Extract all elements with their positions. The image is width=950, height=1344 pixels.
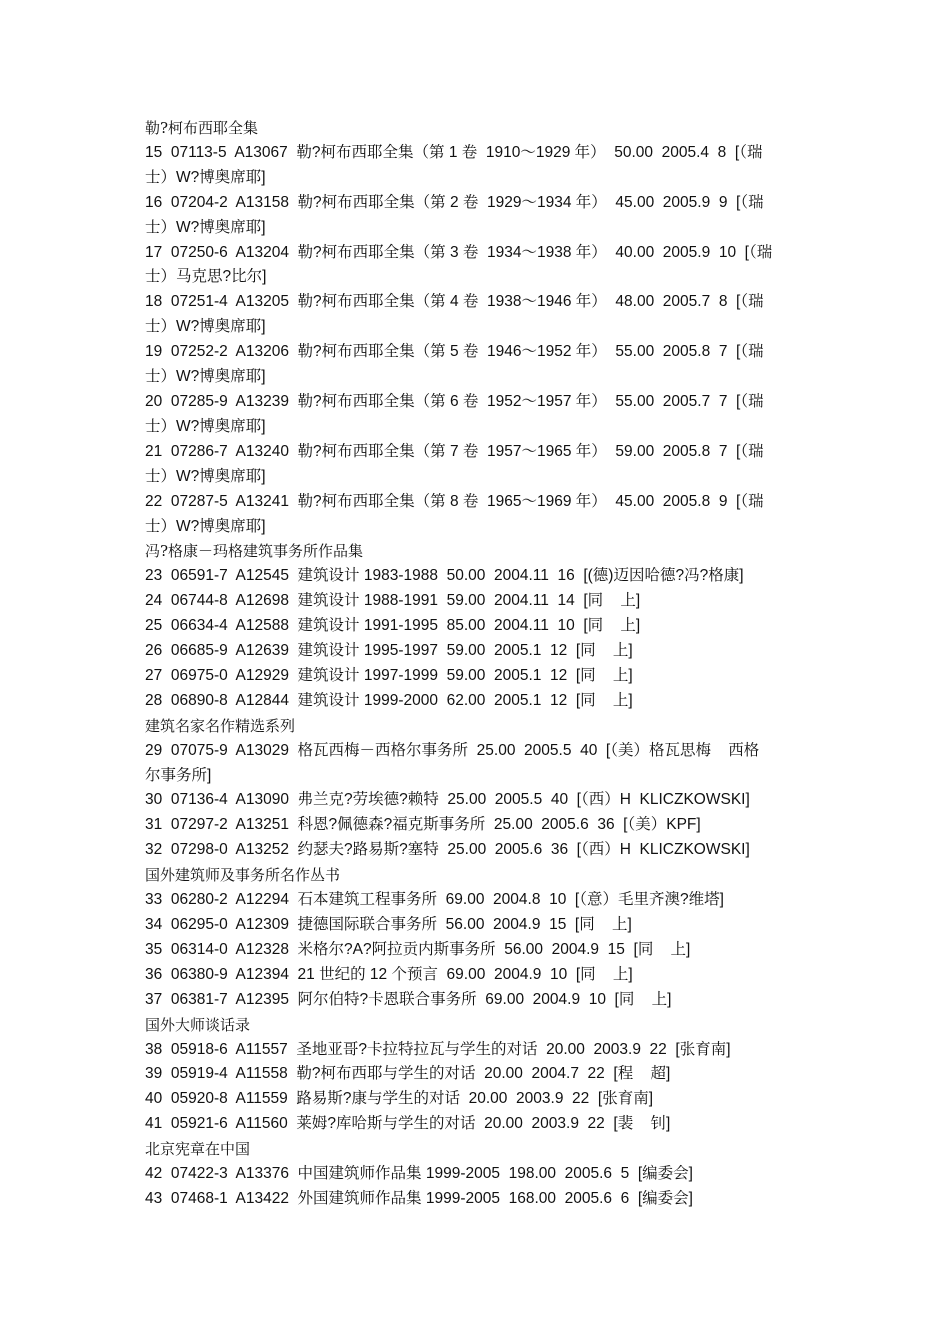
series-heading: 冯?格康－玛格建筑事务所作品集 <box>145 542 364 561</box>
series-heading: 国外建筑师及事务所名作丛书 <box>145 866 341 885</box>
book-entry: 38 05918-6 A11557 圣地亚哥?卡拉特拉瓦与学生的对话 20.00 2003.9 22 [张育南] <box>145 1040 731 1058</box>
book-entry: 20 07285-9 A13239 勒?柯布西耶全集（第 6 卷 1952～1957 年） 55.00 2005.7 7 [（瑞 <box>145 392 764 410</box>
book-entry: 26 06685-9 A12639 建筑设计 1995-1997 59.00 2005.1 12 [同 上] <box>145 642 633 660</box>
book-entry: 22 07287-5 A13241 勒?柯布西耶全集（第 8 卷 1965～1969 年） 45.00 2005.8 9 [（瑞 <box>145 492 764 510</box>
book-entry-continuation: 士）W?博奥席耶] <box>145 168 266 186</box>
book-entry-continuation: 士）W?博奥席耶] <box>145 517 266 535</box>
book-entry: 29 07075-9 A13029 格瓦西梅－西格尔事务所 25.00 2005.5 40 [（美）格瓦思梅 西格 <box>145 741 760 759</box>
book-entry-continuation: 士）W?博奥席耶] <box>145 467 266 485</box>
series-heading: 勒?柯布西耶全集 <box>145 119 259 137</box>
book-entry: 18 07251-4 A13205 勒?柯布西耶全集（第 4 卷 1938～1946 年） 48.00 2005.7 8 [（瑞 <box>145 293 764 311</box>
series-heading: 国外大师谈话录 <box>145 1015 251 1034</box>
book-entry: 24 06744-8 A12698 建筑设计 1988-1991 59.00 2004.11 14 [同 上] <box>145 592 641 610</box>
book-entry: 27 06975-0 A12929 建筑设计 1997-1999 59.00 2005.1 12 [同 上] <box>145 666 633 684</box>
book-entry: 28 06890-8 A12844 建筑设计 1999-2000 62.00 2005.1 12 [同 上] <box>145 691 633 709</box>
book-entry: 19 07252-2 A13206 勒?柯布西耶全集（第 5 卷 1946～1952 年） 55.00 2005.8 7 [（瑞 <box>145 343 764 361</box>
book-entry: 15 07113-5 A13067 勒?柯布西耶全集（第 1 卷 1910～1929 年） 50.00 2005.4 8 [（瑞 <box>145 143 763 161</box>
book-entry: 32 07298-0 A13252 约瑟夫?路易斯?塞特 25.00 2005.6 36 [（西）H KLICZKOWSKI] <box>145 841 750 859</box>
book-entry: 35 06314-0 A12328 米格尔?A?阿拉贡内斯事务所 56.00 2004.9 15 [同 上] <box>145 940 691 958</box>
book-entry: 31 07297-2 A13251 科恩?佩德森?福克斯事务所 25.00 2005.6 36 [（美）KPF] <box>145 816 701 834</box>
book-entry: 42 07422-3 A13376 中国建筑师作品集 1999-2005 198.00 2005.6 5 [编委会] <box>145 1165 693 1183</box>
book-entry: 33 06280-2 A12294 石本建筑工程事务所 69.00 2004.8 10 [（意）毛里齐澳?维塔] <box>145 891 724 909</box>
book-entry: 40 05920-8 A11559 路易斯?康与学生的对话 20.00 2003.9 22 [张育南] <box>145 1090 654 1108</box>
book-entry-continuation: 士）W?博奥席耶] <box>145 318 266 336</box>
book-entry-continuation: 士）马克思?比尔] <box>145 268 267 286</box>
book-entry-continuation: 士）W?博奥席耶] <box>145 417 266 435</box>
book-entry: 41 05921-6 A11560 莱姆?库哈斯与学生的对话 20.00 2003.9 22 [裴 钊] <box>145 1115 671 1133</box>
book-entry: 36 06380-9 A12394 21 世纪的 12 个预言 69.00 2004.9 10 [同 上] <box>145 965 633 983</box>
book-entry: 37 06381-7 A12395 阿尔伯特?卡恩联合事务所 69.00 2004.9 10 [同 上] <box>145 990 672 1008</box>
book-entry: 25 06634-4 A12588 建筑设计 1991-1995 85.00 2004.11 10 [同 上] <box>145 617 641 635</box>
book-entry: 30 07136-4 A13090 弗兰克?劳埃德?赖特 25.00 2005.5 40 [（西）H KLICZKOWSKI] <box>145 791 750 809</box>
book-entry-continuation: 士）W?博奥席耶] <box>145 218 266 236</box>
book-entry: 16 07204-2 A13158 勒?柯布西耶全集（第 2 卷 1929～1934 年） 45.00 2005.9 9 [（瑞 <box>145 193 764 211</box>
book-entry-continuation: 士）W?博奥席耶] <box>145 368 266 386</box>
series-heading: 北京宪章在中国 <box>145 1140 251 1159</box>
book-entry: 23 06591-7 A12545 建筑设计 1983-1988 50.00 2004.11 16 [(德)迈因哈德?冯?格康] <box>145 567 744 585</box>
book-entry: 43 07468-1 A13422 外国建筑师作品集 1999-2005 168.00 2005.6 6 [编委会] <box>145 1189 693 1207</box>
book-entry: 21 07286-7 A13240 勒?柯布西耶全集（第 7 卷 1957～1965 年） 59.00 2005.8 7 [（瑞 <box>145 442 764 460</box>
book-entry: 17 07250-6 A13204 勒?柯布西耶全集（第 3 卷 1934～1938 年） 40.00 2005.9 10 [（瑞 <box>145 243 773 261</box>
series-heading: 建筑名家名作精选系列 <box>145 716 296 735</box>
document-page <box>145 116 810 1212</box>
book-entry: 39 05919-4 A11558 勒?柯布西耶与学生的对话 20.00 2004.7 22 [程 超] <box>145 1065 671 1083</box>
book-entry-continuation: 尔事务所] <box>145 766 212 784</box>
book-entry: 34 06295-0 A12309 捷德国际联合事务所 56.00 2004.9 15 [同 上] <box>145 916 632 933</box>
